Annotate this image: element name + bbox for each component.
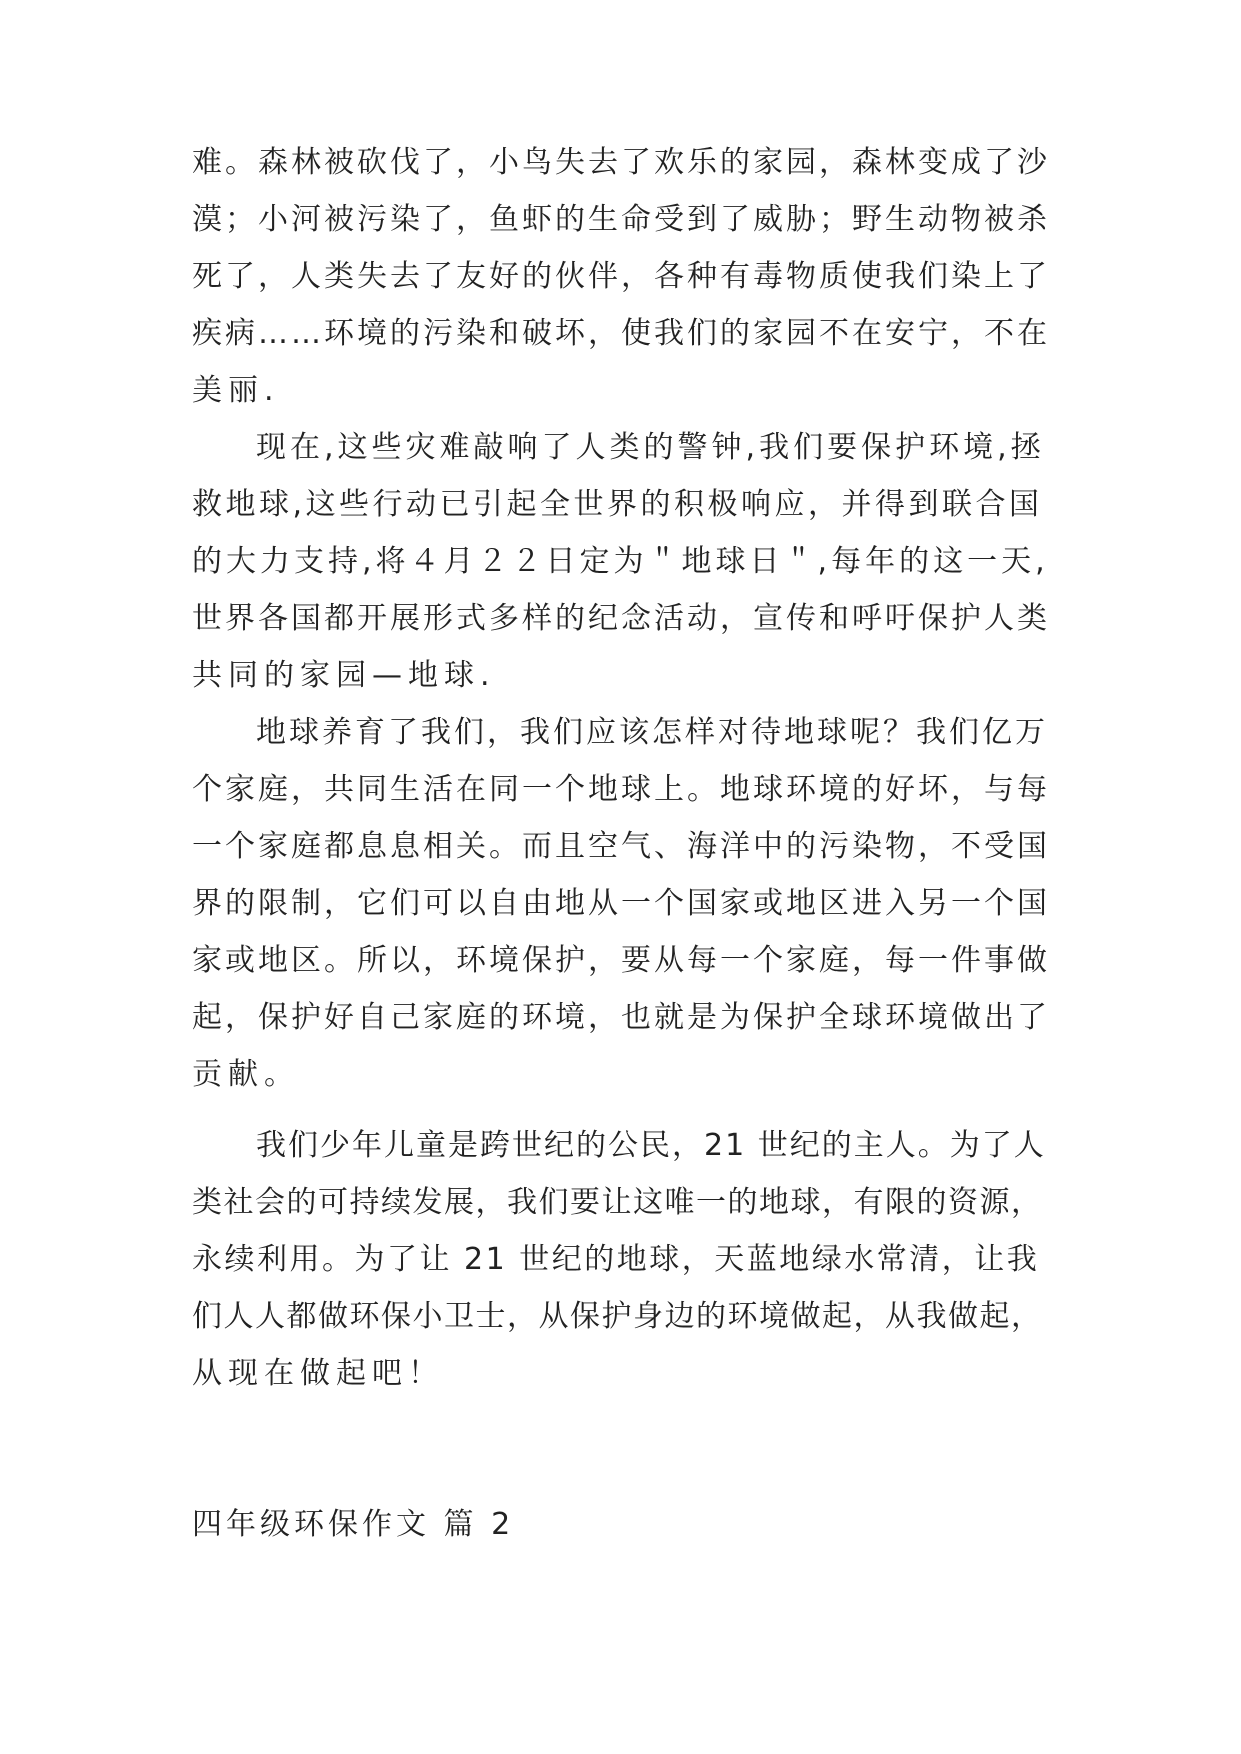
paragraph-3-line-1: 地球养育了我们，我们应该怎样对待地球呢？我们亿万 xyxy=(256,715,1048,750)
paragraph-4-line-4: 们人人都做环保小卫士，从保护身边的环境做起，从我做起， xyxy=(192,1299,1043,1334)
paragraph-1-line-1: 难。森林被砍伐了，小鸟失去了欢乐的家园，森林变成了沙 xyxy=(192,145,1050,180)
paragraph-2-line-1: 现在,这些灾难敲响了人类的警钟,我们要保护环境,拯 xyxy=(256,430,1045,465)
paragraph-3-line-5: 家或地区。所以，环境保护，要从每一个家庭，每一件事做 xyxy=(192,943,1050,978)
paragraph-1-line-2: 漠；小河被污染了，鱼虾的生命受到了威胁；野生动物被杀 xyxy=(192,202,1050,237)
paragraph-3-line-4: 界的限制，它们可以自由地从一个国家或地区进入另一个国 xyxy=(192,886,1050,921)
section-heading: 四年级环保作文 篇 2 xyxy=(192,1507,515,1542)
paragraph-2-line-3: 的大力支持,将４月２２日定为＂地球日＂,每年的这一天, xyxy=(192,544,1049,579)
paragraph-4-line-1: 我们少年儿童是跨世纪的公民，21 世纪的主人。为了人 xyxy=(256,1128,1046,1163)
paragraph-1-line-5: 美丽. xyxy=(192,373,280,408)
paragraph-3-line-2: 个家庭，共同生活在同一个地球上。地球环境的好坏，与每 xyxy=(192,772,1050,807)
paragraph-2-line-2: 救地球,这些行动已引起全世界的积极响应，并得到联合国 xyxy=(192,487,1043,522)
paragraph-4-line-3: 永续利用。为了让 21 世纪的地球，天蓝地绿水常清，让我 xyxy=(192,1242,1040,1277)
paragraph-2-line-4: 世界各国都开展形式多样的纪念活动，宣传和呼吁保护人类 xyxy=(192,601,1050,636)
paragraph-3-line-3: 一个家庭都息息相关。而且空气、海洋中的污染物，不受国 xyxy=(192,829,1050,864)
paragraph-4-line-5: 从现在做起吧！ xyxy=(192,1356,444,1391)
paragraph-1-line-3: 死了，人类失去了友好的伙伴，各种有毒物质使我们染上了 xyxy=(192,259,1050,294)
paragraph-1-line-4: 疾病……环境的污染和破坏，使我们的家园不在安宁，不在 xyxy=(192,316,1050,351)
paragraph-4-line-2: 类社会的可持续发展，我们要让这唯一的地球，有限的资源， xyxy=(192,1185,1043,1220)
paragraph-3-line-6: 起，保护好自己家庭的环境，也就是为保护全球环境做出了 xyxy=(192,1000,1050,1035)
paragraph-2-line-5: 共同的家园—地球. xyxy=(192,658,496,693)
paragraph-3-line-7: 贡献。 xyxy=(192,1057,300,1092)
